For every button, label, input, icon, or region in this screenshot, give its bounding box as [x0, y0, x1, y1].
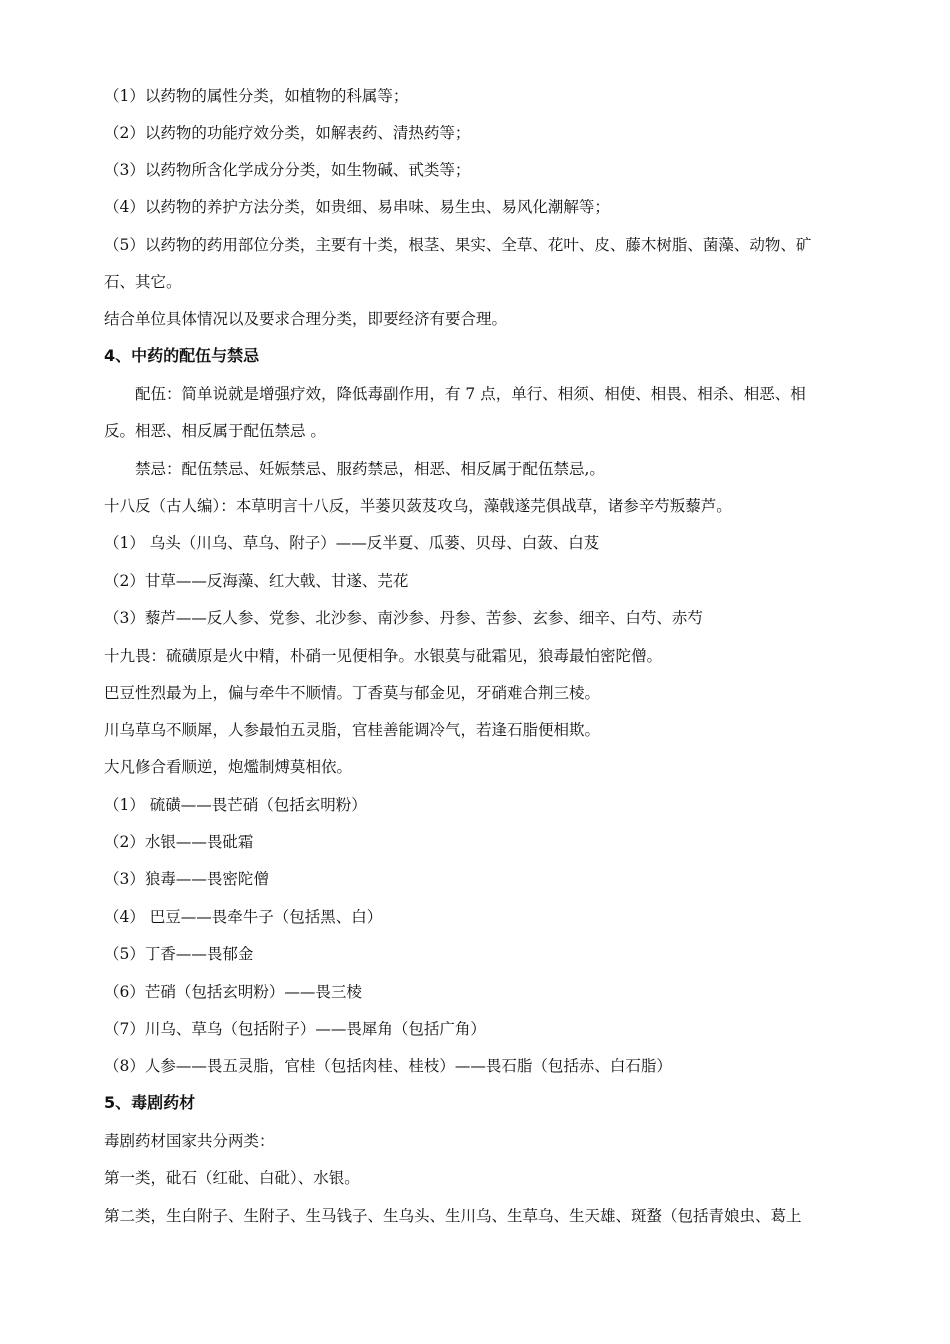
text-line: （2）以药物的功能疗效分类，如解表药、清热药等；	[104, 124, 471, 142]
text-line: 十九畏：硫磺原是火中精，朴硝一见便相争。水银莫与砒霜见，狼毒最怕密陀僧。	[104, 647, 663, 665]
text-line: 第二类，生白附子、生附子、生马钱子、生乌头、生川乌、生草乌、生天雄、斑蝥（包括青娘虫、葛上	[104, 1207, 802, 1225]
text-line: 毒剧药材国家共分两类：	[104, 1132, 275, 1150]
peiwu-paragraph-line: 配伍：简单说就是增强疗效，降低毒副作用，有 7 点，单行、相须、相使、相畏、相杀、相恶、相	[135, 385, 806, 403]
text-line: （8）人参——畏五灵脂，官桂（包括肉桂、桂枝）——畏石脂（包括赤、白石脂）	[104, 1057, 672, 1075]
text-line: （1）以药物的属性分类，如植物的科属等；	[104, 87, 409, 105]
text-line: 十八反（古人编）：本草明言十八反，半蒌贝蔹芨攻乌，藻戟遂芫俱战草，诸参辛芍叛藜芦。	[104, 497, 732, 515]
text-line: （6）芒硝（包括玄明粉）——畏三棱	[104, 983, 362, 1001]
text-line: （1） 乌头（川乌、草乌、附子）——反半夏、瓜蒌、贝母、白蔹、白芨	[104, 534, 600, 552]
section-heading-4: 4、中药的配伍与禁忌	[104, 346, 260, 365]
jinji-paragraph: 禁忌：配伍禁忌、妊娠禁忌、服药禁忌，相恶、相反属于配伍禁忌,。	[135, 460, 605, 478]
text-line: 巴豆性烈最为上，偏与牵牛不顺情。丁香莫与郁金见，牙硝难合荆三棱。	[104, 684, 601, 702]
text-line: （5）以药物的药用部位分类，主要有十类，根茎、果实、全草、花叶、皮、藤木树脂、菌藻、动物、矿	[104, 236, 812, 254]
text-line: （5）丁香——畏郁金	[104, 945, 254, 963]
text-line: （2）水银——畏砒霜	[104, 833, 254, 851]
text-line: （7）川乌、草乌（包括附子）——畏犀角（包括广角）	[104, 1020, 486, 1038]
text-line: （3）藜芦——反人参、党参、北沙参、南沙参、丹参、苦参、玄参、细辛、白芍、赤芍	[104, 609, 703, 627]
text-line: （2）甘草——反海藻、红大戟、甘遂、芫花	[104, 572, 409, 590]
text-line: 石、其它。	[104, 273, 182, 291]
section-heading-5: 5、毒剧药材	[104, 1093, 196, 1112]
text-line: （1） 硫磺——畏芒硝（包括玄明粉）	[104, 796, 367, 814]
text-line: （3）以药物所含化学成分分类，如生物碱、甙类等；	[104, 161, 471, 179]
text-line: 第一类，砒石（红砒、白砒）、水银。	[104, 1169, 360, 1187]
text-line: （3）狼毒——畏密陀僧	[104, 870, 269, 888]
text-line: 川乌草乌不顺犀，人参最怕五灵脂，官桂善能调冷气，若逢石脂便相欺。	[104, 721, 601, 739]
text-line: （4） 巴豆——畏牵牛子（包括黑、白）	[104, 908, 383, 926]
text-line: 结合单位具体情况以及要求合理分类，即要经济有要合理。	[104, 310, 508, 328]
text-line: 大凡修合看顺逆，炮爁制煿莫相依。	[104, 758, 353, 776]
peiwu-paragraph-line: 反。相恶、相反属于配伍禁忌 。	[104, 422, 326, 440]
text-line: （4）以药物的养护方法分类，如贵细、易串味、易生虫、易风化潮解等；	[104, 198, 610, 216]
